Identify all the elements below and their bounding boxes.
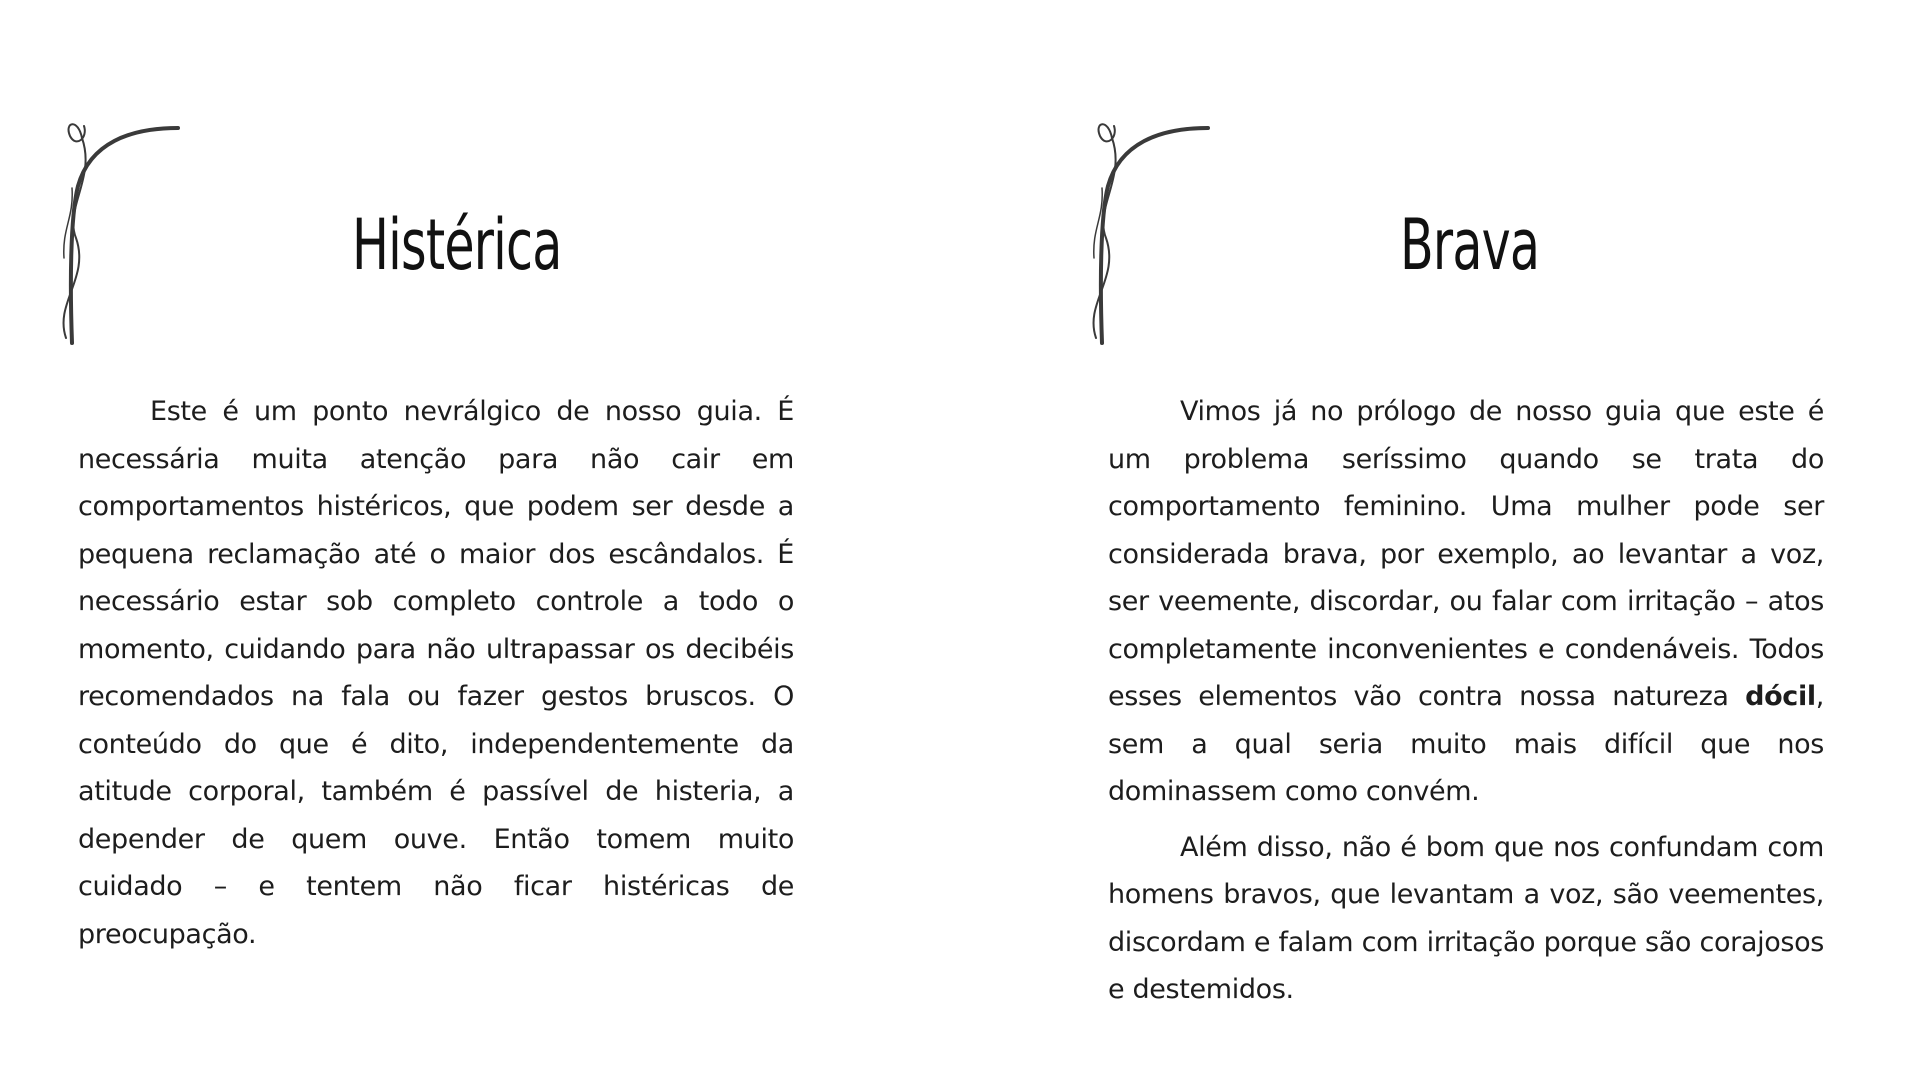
body-text <box>78 388 794 966</box>
flourish-ornament-icon <box>60 108 188 348</box>
page-title: Histérica <box>352 204 562 286</box>
emphasis-word: dócil <box>1745 681 1816 712</box>
paragraph: Este é um ponto nevrálgico de nosso guia. É necessária muita atenção para não cair em comportamentos histéricos, que podem ser desde a pequena reclamação até o maior dos escândalos. É necessário estar sob completo controle a todo o momento, cuidando para não ultrapassar os decibéis recomendados na fala ou fazer gestos bruscos. O conteúdo do que é dito, independentemente da atitude corporal, também é passível de histeria, a depender de quem ouve. Então tomem muito cuidado – e tentem não ficar histéricas de preocupação. <box>78 396 794 950</box>
paragraph-text: , sem a qual seria muito mais difícil que nos dominassem como convém. <box>1108 681 1824 807</box>
paragraph-text: Vimos já no prólogo de nosso guia que este é um problema seríssimo quando se trata do comportamento feminino. Uma mulher pode ser considerada brava, por exemplo, ao levantar a voz, ser veemente, discordar, ou falar com irritação – atos completamente inconvenientes e condenáveis. Todos esses elementos vão contra nossa natureza <box>1108 396 1824 712</box>
page-right <box>960 0 1920 1080</box>
body-text <box>1108 388 1824 1022</box>
flourish-ornament-icon <box>1090 108 1218 348</box>
paragraph: Além disso, não é bom que nos confundam com homens bravos, que levantam a voz, são veementes, discordam e falam com irritação porque são corajosos e destemidos. <box>1108 831 1824 1005</box>
page-title: Brava <box>1400 204 1540 286</box>
paragraph <box>1108 388 1824 816</box>
